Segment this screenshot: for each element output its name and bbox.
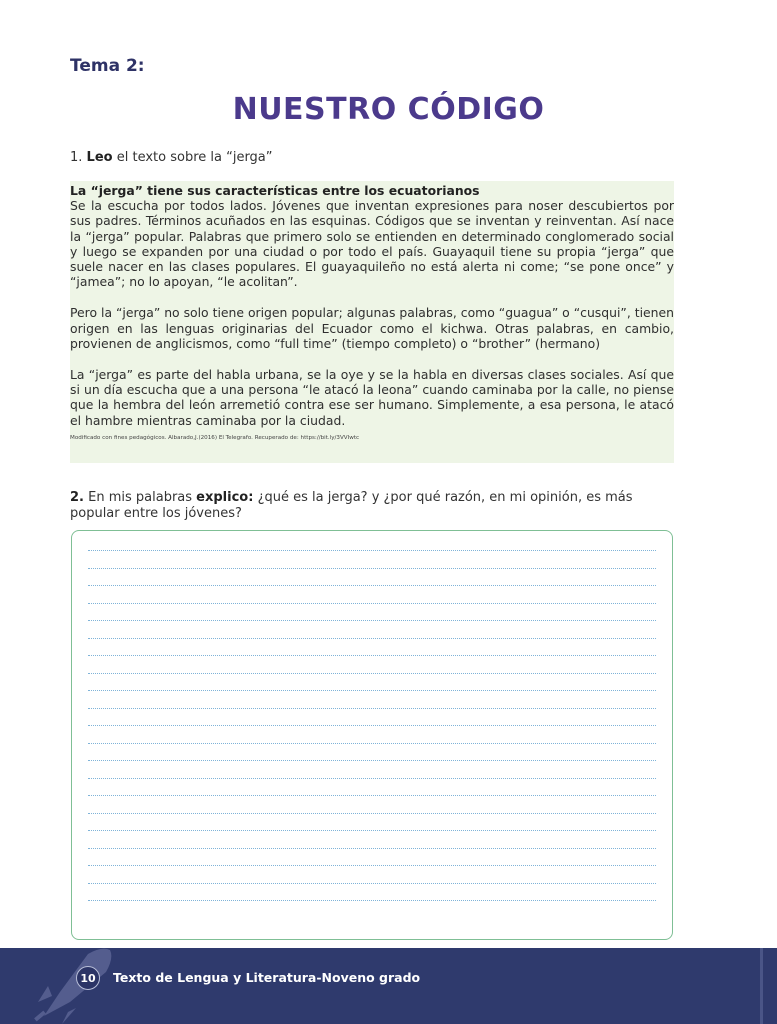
question-1: [70, 150, 273, 165]
answer-box[interactable]: [71, 530, 673, 940]
writing-line: [88, 655, 656, 656]
question-1-text: el texto sobre la “jerga”: [116, 150, 273, 165]
question-2-verb: explico:: [196, 490, 254, 505]
writing-line: [88, 568, 656, 569]
reading-paragraph-1: Se la escucha por todos lados. Jóvenes que inventan expresiones para noser descubiertos por sus padres. Términos acuñados en las esquinas. Códigos que se inventan y reinventan. Así nace la “jerga” popular. Palabras que primero solo se entienden en determinado conglomerado social y luego se expanden por una ciudad o por todo el país. Guayaquil tiene su propia “jerga” que suele nacer en las clases populares. El guayaquileño no está alerta ni come; “se pone once” y “jamea”; no lo apoyan, “le acolitan”.: [70, 198, 674, 290]
writing-line: [88, 865, 656, 866]
footer-text: Texto de Lengua y Literatura-Noveno grado: [113, 970, 421, 985]
question-2: [70, 490, 674, 522]
writing-line: [88, 795, 656, 796]
question-2-number: 2.: [70, 490, 84, 505]
writing-line: [88, 620, 656, 621]
question-2-pre: En mis palabras: [88, 490, 193, 505]
writing-line: [88, 778, 656, 779]
writing-line: [88, 848, 656, 849]
writing-line: [88, 743, 656, 744]
writing-line: [88, 883, 656, 884]
writing-line: [88, 830, 656, 831]
reading-source: Modificado con fines pedagógicos. Albarado,J.(2016) El Telegrafo. Recuperado de: https://bit.ly/3VVIwtc: [70, 434, 360, 441]
reading-paragraph-2: Pero la “jerga” no solo tiene origen popular; algunas palabras, como “guagua” o “cusqui”, tienen origen en las lenguas originarias del Ecuador como el kichwa. Otras palabras, en cambio, provienen de anglicismos, como “full time” (tiempo completo) o “brother” (hermano): [70, 305, 674, 351]
topic-label: Tema 2:: [70, 56, 145, 76]
writing-line: [88, 760, 656, 761]
writing-line: [88, 638, 656, 639]
question-1-number: 1.: [70, 150, 83, 165]
page-number: 10: [76, 966, 100, 990]
writing-line: [88, 813, 656, 814]
reading-paragraph-3: La “jerga” es parte del habla urbana, se la oye y se la habla en diversas clases sociales. Así que si un día escucha que a una persona “le atacó la leona” cuando caminaba por la calle, no piense que la hembra del león arremetió contra ese ser humano. Simplemente, a esa persona, le atacó el hambre mientras caminaba por la ciudad.: [70, 367, 674, 428]
writing-line: [88, 690, 656, 691]
question-2-text: ¿qué es la jerga? y ¿por qué razón, en mi opinión, es más popular entre los jóvenes?: [70, 490, 633, 521]
footer-edge: [760, 948, 763, 1024]
reading-passage: [70, 181, 674, 463]
question-1-verb: Leo: [86, 150, 113, 165]
writing-line: [88, 550, 656, 551]
page-title: NUESTRO CÓDIGO: [232, 92, 545, 127]
writing-line: [88, 603, 656, 604]
writing-line: [88, 900, 656, 901]
reading-title: La “jerga” tiene sus características entre los ecuatorianos: [70, 183, 480, 198]
writing-line: [88, 585, 656, 586]
writing-line: [88, 673, 656, 674]
rocket-icon: [30, 946, 120, 1024]
writing-line: [88, 725, 656, 726]
writing-line: [88, 708, 656, 709]
